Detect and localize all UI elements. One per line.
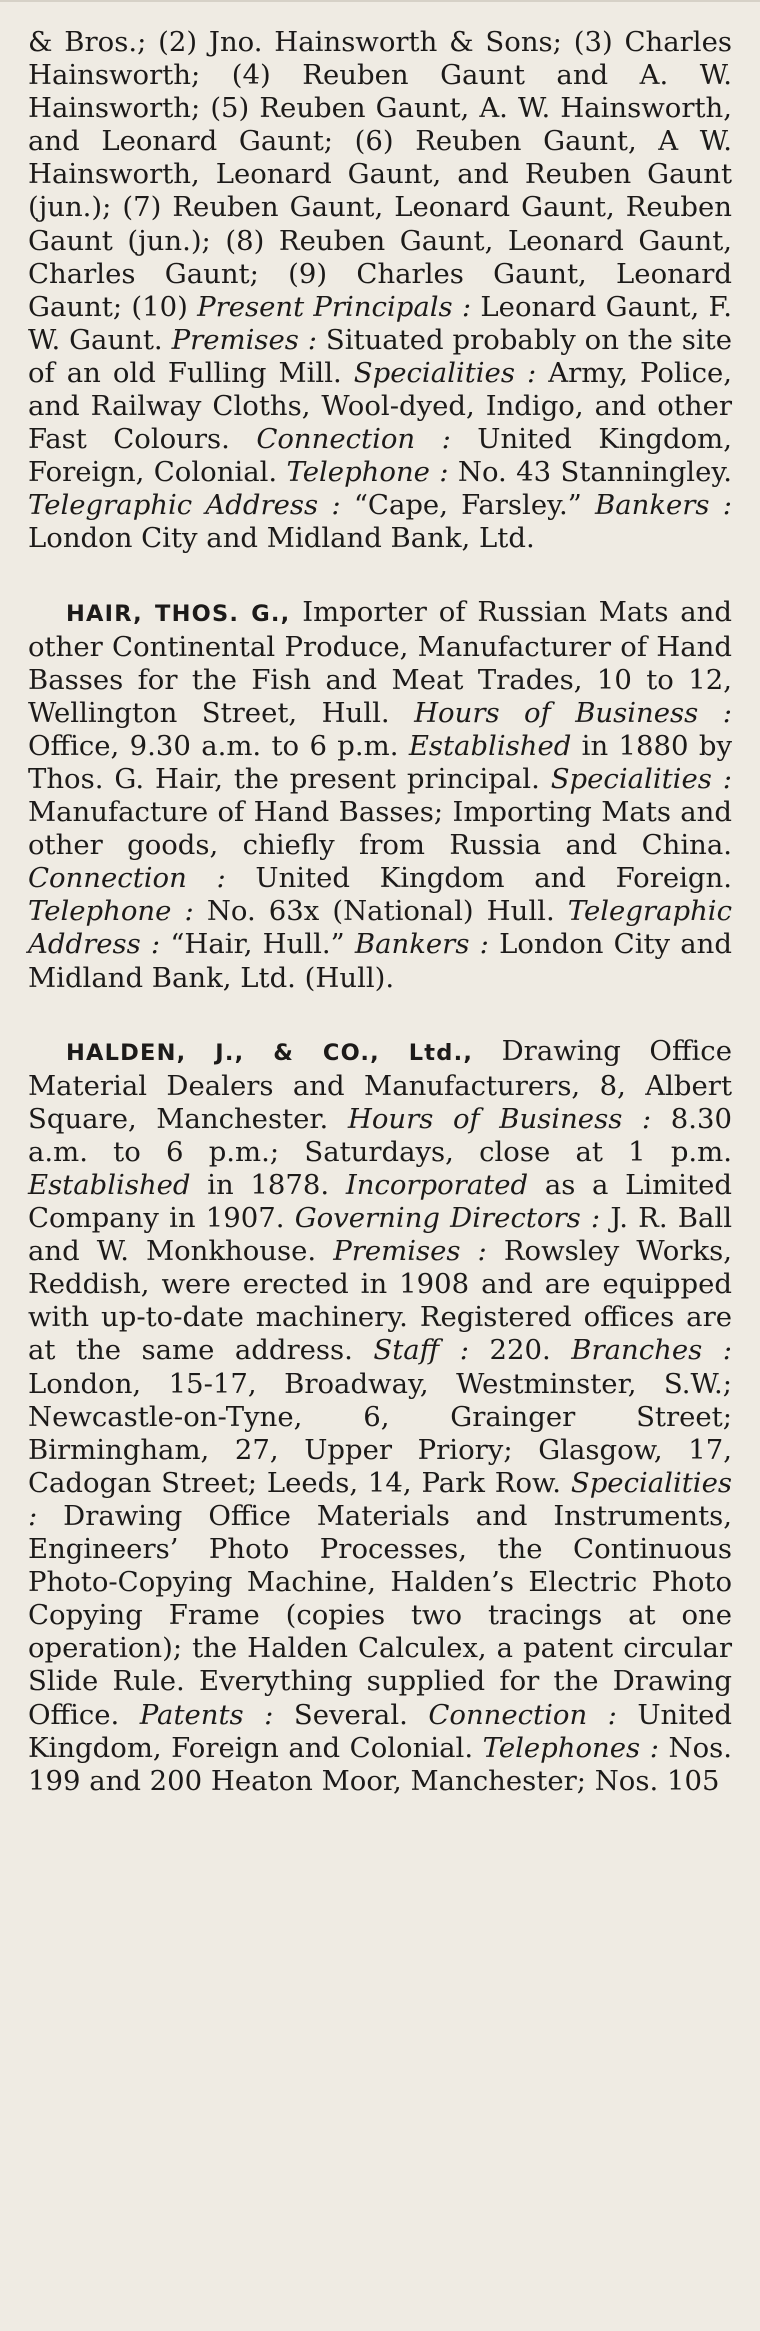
connection-label: Connection : (428, 1698, 617, 1731)
established-label: Established (28, 1169, 191, 1201)
top-rule (0, 0, 760, 2)
connection-label: Connection : (256, 423, 451, 456)
entry-paragraph (28, 26, 732, 556)
staff-label: Staff : (373, 1334, 469, 1367)
premises-label: Premises : (333, 1235, 487, 1268)
firm-name: HAIR, THOS. G., (66, 600, 291, 627)
connection-text: United Kingdom, Foreign and Colonial. (28, 1698, 732, 1764)
patents-text: Several. (273, 1698, 429, 1731)
principals-label: Present Principals : (197, 290, 472, 323)
telegraphic-label: Telegraphic Address : (28, 489, 341, 522)
premises-text: Situated probably on the site of an old Fulling Mill. (28, 323, 732, 389)
entry-halden (28, 1035, 732, 1798)
established-label: Established (408, 729, 572, 762)
telegraphic-label: Telegraphic Address : (28, 895, 732, 961)
directors-label: Governing Directors : (294, 1202, 601, 1235)
connection-text: United Kingdom, Foreign, Colonial. (28, 423, 732, 489)
bankers-text: London City and Midland Bank, Ltd. (28, 522, 535, 555)
specialities-text: Army, Police, and Railway Cloths, Wool-dyed, Indigo, and other Fast Colours. (28, 356, 732, 456)
telegraphic-text: “Hair, Hull.” (160, 928, 355, 961)
staff-text: 220. (468, 1334, 572, 1367)
specialities-label: Specialities : (550, 762, 732, 795)
hours-label: Hours of Business : (347, 1102, 652, 1135)
telephone-label: Telephone : (286, 456, 449, 489)
specialities-label: Specialities : (353, 356, 537, 389)
hours-text: Office, 9.30 a.m. to 6 p.m. (28, 729, 409, 762)
premises-label: Premises : (171, 323, 318, 356)
established-text: in 1878. (190, 1169, 346, 1201)
specialities-text: Drawing Office Materials and Instruments, Engineers’ Photo Processes, the Continuous Photo-Copying Machine, Halden’s Electric Photo Copying Frame (copies two tracings at one operation); the Halden Calculex, a patent circular Slide Rule. Everything supplied for the Drawing Office. (28, 1499, 732, 1731)
premises-text: Rowsley Works, Reddish, were erected in 1908 and are equipped with up-to-date machinery. Registered offices are at the same address. (28, 1235, 732, 1367)
bankers-text: London City and Midland Bank, Ltd. (Hull). (28, 928, 732, 994)
entry-gaunt-continued (28, 26, 732, 556)
telephone-text: No. 63x (National) Hull. (193, 895, 568, 928)
continued-text: & Bros.; (2) Jno. Hainsworth & Sons; (3) Charles Hainsworth; (4) Reuben Gaunt and A. W. Hainsworth; (5) Reuben Gaunt, A. W. Hainsworth, and Leonard Gaunt; (6) Reuben Gaunt, A W. Hainsworth, Leonard Gaunt, and Reuben Gaunt (jun.); (7) Reuben Gaunt, Leonard Gaunt, Reuben Gaunt (jun.); (8) Reuben Gaunt, Leonard Gaunt, Charles Gaunt; (9) Charles Gaunt, Leonard Gaunt; (10) (28, 26, 732, 323)
connection-text: United Kingdom and Foreign. (225, 862, 732, 895)
established-text: in 1880 by Thos. G. Hair, the present principal. (28, 729, 733, 795)
branches-label: Branches : (571, 1334, 733, 1367)
incorporated-label: Incorporated (345, 1169, 529, 1201)
firm-name: HALDEN, J., & CO., Ltd., (66, 1039, 474, 1066)
hours-label: Hours of Business : (414, 696, 732, 729)
patents-label: Patents : (139, 1698, 274, 1731)
telegraphic-text: “Cape, Farsley.” (340, 489, 595, 522)
directors-text: J. R. Ball and W. Monkhouse. (28, 1202, 732, 1268)
telephone-label: Telephone : (28, 895, 194, 928)
firm-description: Drawing Office Material Dealers and Manufacturers, 8, Albert Square, Manchester. (28, 1034, 732, 1135)
incorporated-text: as a Limited Company in 1907. (28, 1169, 732, 1235)
connection-label: Connection : (28, 862, 226, 895)
entry-paragraph (28, 1035, 732, 1798)
specialities-text: Manufacture of Hand Basses; Importing Mats and other goods, chiefly from Russia and China. (28, 796, 732, 862)
entry-paragraph (28, 596, 732, 995)
specialities-label: Specialities : (28, 1466, 732, 1532)
bankers-label: Bankers : (354, 928, 489, 961)
firm-description: Importer of Russian Mats and other Continental Produce, Manufacturer of Hand Basses for the Fish and Meat Trades, 10 to 12, Wellington Street, Hull. (28, 595, 732, 729)
principals-text: Leonard Gaunt, F. W. Gaunt. (28, 290, 732, 356)
telephone-text: No. 43 Stanningley. (448, 456, 732, 489)
telephones-label: Telephones : (482, 1731, 659, 1764)
hours-text: 8.30 a.m. to 6 p.m.; Saturdays, close at 1 p.m. (28, 1102, 732, 1168)
telephones-text: Nos. 199 and 200 Heaton Moor, Manchester; Nos. 105 (28, 1731, 732, 1797)
bankers-label: Bankers : (595, 489, 732, 522)
entry-hair (28, 596, 732, 995)
text-column (28, 26, 732, 1798)
branches-text: London, 15-17, Broadway, Westminster, S.W.; Newcastle-on-Tyne, 6, Grainger Street; Birmingham, 27, Upper Priory; Glasgow, 17, Cadogan Street; Leeds, 14, Park Row. (28, 1367, 732, 1499)
